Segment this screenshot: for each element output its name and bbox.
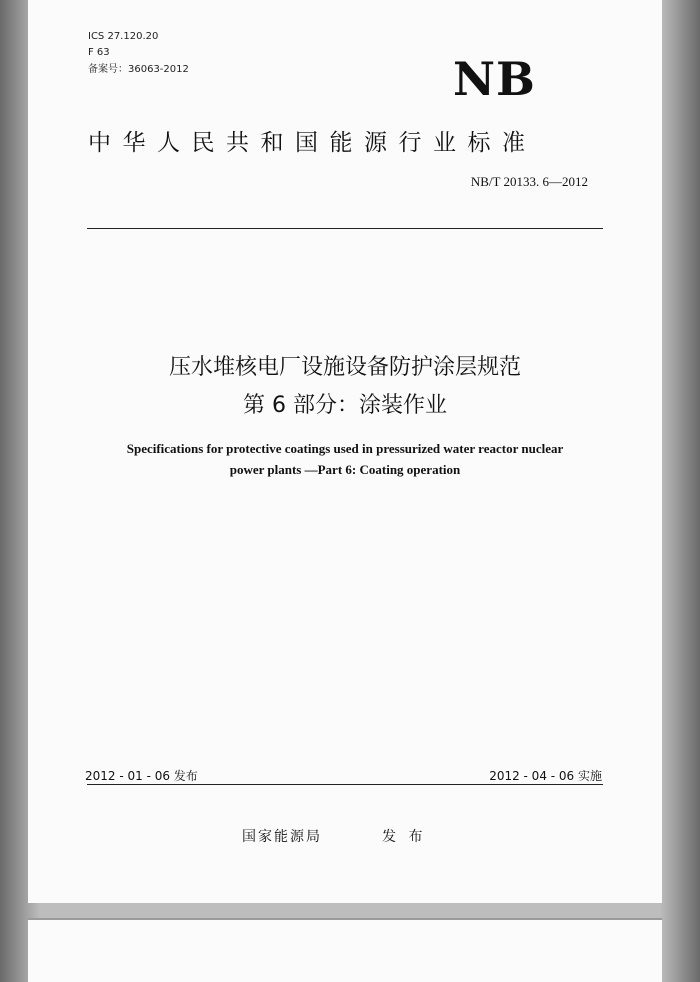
- filing-number: 备案号：36063-2012: [88, 64, 189, 75]
- issuing-organization: 中华人民共和国能源行业标准: [88, 130, 537, 156]
- title-cn-line2: 第 6 部分：涂装作业: [243, 393, 447, 418]
- ics-code: ICS 27.120.20: [88, 31, 159, 42]
- title-en-line2: power plants —Part 6: Coating operation: [229, 462, 461, 477]
- header-divider: [87, 228, 603, 229]
- release-date: 2012 - 01 - 06 发布: [85, 769, 198, 783]
- footer-divider: [87, 784, 603, 785]
- publish-label: 发 布: [382, 829, 427, 845]
- ccs-code: F 63: [88, 47, 110, 58]
- nb-logo: NB: [453, 52, 536, 106]
- next-page: [28, 918, 662, 982]
- document-page: [28, 0, 662, 903]
- title-cn-line1: 压水堆核电厂设施设备防护涂层规范: [168, 355, 521, 380]
- publisher: 国家能源局: [242, 829, 322, 845]
- standard-code: NB/T 20133. 6—2012: [470, 174, 588, 189]
- implementation-date: 2012 - 04 - 06 实施: [489, 769, 602, 783]
- title-en-line1: Specifications for protective coatings used in pressurized water reactor nuclear: [126, 441, 564, 456]
